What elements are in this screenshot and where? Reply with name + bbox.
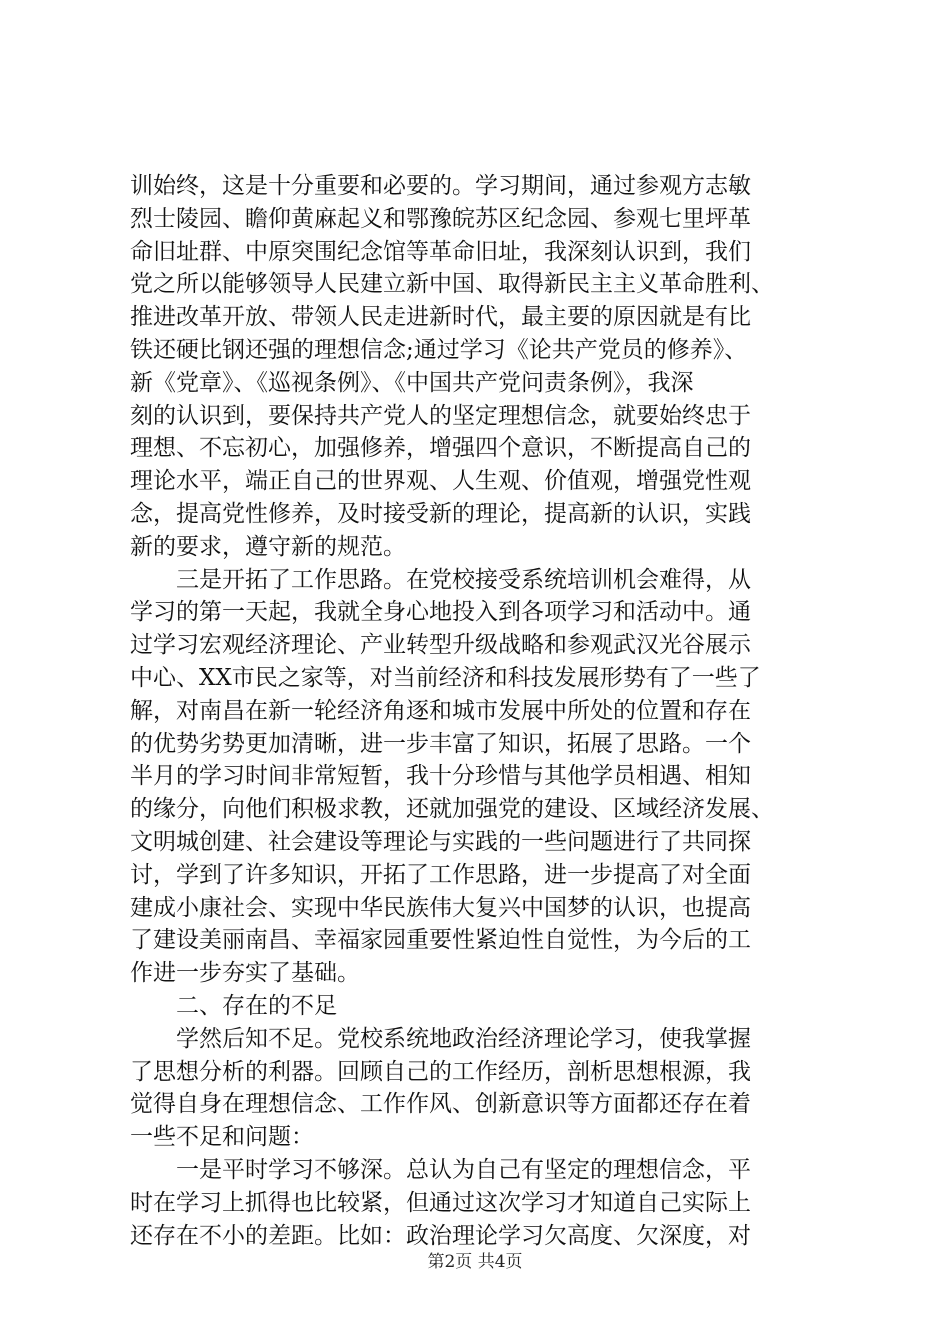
text-line: 觉得自身在理想信念、工作作风、创新意识等方面都还存在着 [130,1091,751,1118]
text-line: 推进改革开放、带领人民走进新时代，最主要的原因就是有比 [130,304,751,331]
text-line: 了思想分析的利器。回顾自己的工作经历，剖析思想根源，我 [130,1058,751,1085]
text-line: 学习的第一天起，我就全身心地投入到各项学习和活动中。通 [130,599,751,626]
text-line: 刻的认识到，要保持共产党人的坚定理想信念，就要始终忠于 [130,402,751,429]
text-line: 铁还硬比钢还强的理想信念;通过学习《论共产党员的修养》、 [130,336,748,363]
text-line: 还存在不小的差距。比如：政治理论学习欠高度、欠深度，对 [130,1222,751,1249]
text-line: 一是平时学习不够深。总认为自己有坚定的理想信念，平 [130,1156,751,1183]
text-line: 建成小康社会、实现中华民族伟大复兴中国梦的认识，也提高 [130,894,751,921]
text-line: 过学习宏观经济理论、产业转型升级战略和参观武汉光谷展示 [130,632,751,659]
text-line: 新的要求，遵守新的规范。 [130,533,406,560]
page-footer: 第2页 共4页 [427,1252,523,1272]
text-line: 训始终，这是十分重要和必要的。学习期间，通过参观方志敏 [130,173,751,199]
text-line: 了建设美丽南昌、幸福家园重要性紧迫性自觉性，为今后的工 [130,927,751,954]
text-line: 半月的学习时间非常短暂，我十分珍惜与其他学员相遇、相知 [130,763,751,790]
text-line: 讨，学到了许多知识，开拓了工作思路，进一步提高了对全面 [130,861,751,888]
text-line: 一些不足和问题： [130,1124,314,1151]
text-line: 理想、不忘初心，加强修养，增强四个意识，不断提高自己的 [130,435,751,462]
text-line: 命旧址群、中原突围纪念馆等革命旧址，我深刻认识到，我们 [130,238,751,265]
text-line: 学然后知不足。党校系统地政治经济理论学习，使我掌握 [130,1025,751,1052]
text-line: 党之所以能够领导人民建立新中国、取得新民主主义革命胜利、 [130,271,774,298]
text-line: 的优势劣势更加清晰，进一步丰富了知识，拓展了思路。一个 [130,730,751,757]
body-text [130,170,830,1252]
text-line: 时在学习上抓得也比较紧，但通过这次学习才知道自己实际上 [130,1189,751,1216]
text-line: 二、存在的不足 [130,992,337,1019]
text-line: 作进一步夯实了基础。 [130,960,360,987]
text-line: 念，提高党性修养，及时接受新的理论，提高新的认识，实践 [130,500,751,527]
text-line: 文明城创建、社会建设等理论与实践的一些问题进行了共同探 [130,828,751,855]
text-line: 烈士陵园、瞻仰黄麻起义和鄂豫皖苏区纪念园、参观七里坪革 [130,205,751,232]
text-line: 解，对南昌在新一轮经济角逐和城市发展中所处的位置和存在 [130,697,751,724]
text-line: 三是开拓了工作思路。在党校接受系统培训机会难得，从 [130,566,751,593]
text-line: 中心、XX市民之家等，对当前经济和科技发展形势有了一些了 [130,664,761,691]
text-line: 新《党章》、《巡视条例》、《中国共产党问责条例》，我深 [130,369,694,396]
text-line: 的缘分，向他们积极求教，还就加强党的建设、区域经济发展、 [130,796,774,823]
text-line: 理论水平，端正自己的世界观、人生观、价值观，增强党性观 [130,468,751,495]
